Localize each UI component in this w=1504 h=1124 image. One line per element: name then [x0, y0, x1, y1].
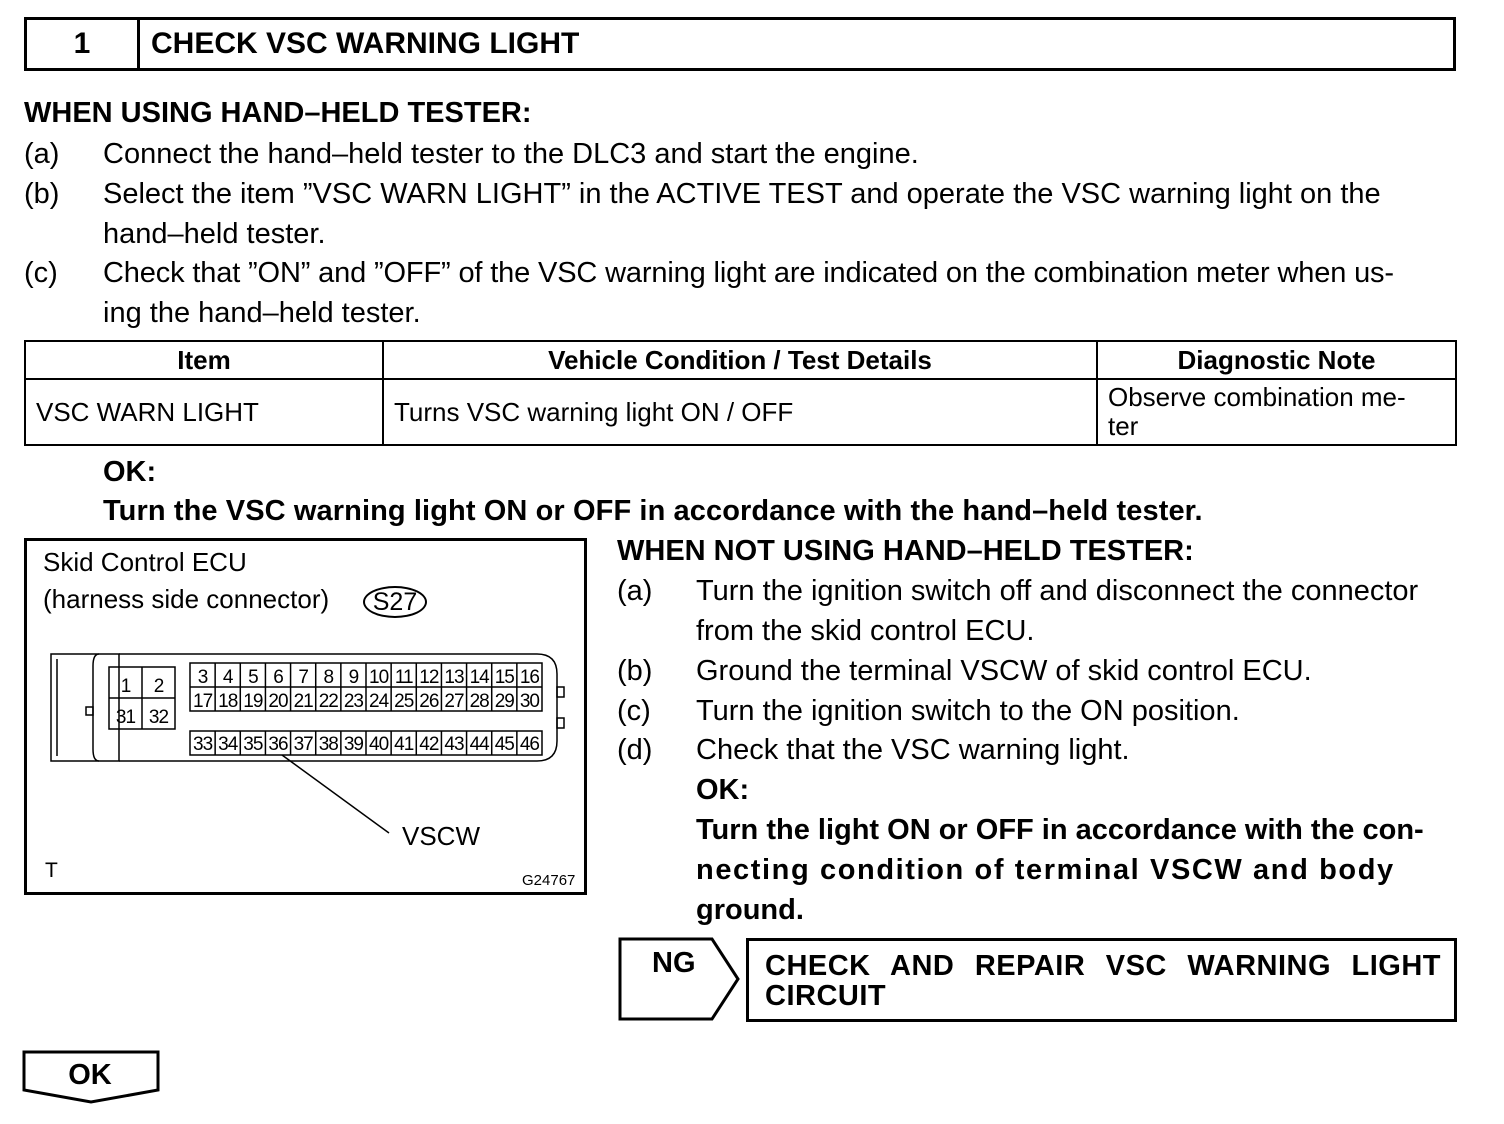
without-tester-label-a: (a)	[617, 575, 653, 607]
terminal-33: 33	[193, 734, 213, 755]
terminal-45: 45	[494, 734, 514, 755]
terminal-21: 21	[293, 691, 313, 712]
terminal-23: 23	[343, 691, 363, 712]
active-test-table	[24, 340, 1457, 446]
connector-drawing	[27, 541, 584, 892]
terminal-7: 7	[298, 667, 308, 688]
terminal-32: 32	[148, 707, 169, 728]
terminal-6: 6	[273, 667, 283, 688]
ng-action-line2: CIRCUIT	[765, 980, 887, 1012]
table-header-detail: Vehicle Condition / Test Details	[383, 341, 1097, 379]
connector-code-badge: S27	[363, 586, 427, 618]
ok-label-1: OK:	[103, 456, 157, 488]
step-header	[24, 17, 1456, 71]
terminal-28: 28	[469, 691, 489, 712]
callout-vscw: VSCW	[402, 821, 480, 851]
table-row	[25, 379, 1456, 445]
with-tester-label-c: (c)	[24, 257, 58, 289]
terminal-4: 4	[222, 667, 233, 688]
terminal-3: 3	[197, 667, 208, 688]
terminal-10: 10	[369, 667, 389, 688]
terminal-30: 30	[519, 691, 539, 712]
ng-action-box	[746, 938, 1457, 1022]
terminal-11: 11	[394, 667, 413, 688]
terminal-25: 25	[394, 691, 414, 712]
without-tester-step-a-line2: from the skid control ECU.	[696, 615, 1035, 647]
without-tester-step-c: Turn the ignition switch to the ON position.	[696, 695, 1240, 727]
ok-text-2-line3: ground.	[696, 894, 804, 926]
table-header-note: Diagnostic Note	[1097, 341, 1456, 379]
terminal-18: 18	[218, 691, 238, 712]
terminal-31: 31	[115, 707, 136, 728]
ng-action-line1: CHECK AND REPAIR VSC WARNING LIGHT	[765, 950, 1441, 982]
terminal-35: 35	[243, 734, 263, 755]
ng-label: NG	[652, 947, 696, 979]
table-header-row	[25, 341, 1456, 379]
with-tester-label-a: (a)	[24, 138, 60, 170]
corner-mark: T	[45, 859, 58, 882]
terminal-19: 19	[243, 691, 263, 712]
terminal-12: 12	[419, 667, 439, 688]
terminal-43: 43	[444, 734, 464, 755]
without-tester-label-c: (c)	[617, 695, 651, 727]
terminal-9: 9	[348, 667, 359, 688]
terminal-14: 14	[469, 667, 489, 688]
terminal-27: 27	[444, 691, 464, 712]
terminal-8: 8	[323, 667, 334, 688]
ok-text-2-line1: Turn the light ON or OFF in accordance with the con-	[696, 814, 1424, 846]
terminal-16: 16	[519, 667, 539, 688]
with-tester-step-b-line1: Select the item ”VSC WARN LIGHT” in the ACTIVE TEST and operate the VSC warning light on the	[103, 178, 1381, 210]
terminal-26: 26	[419, 691, 439, 712]
terminal-22: 22	[318, 691, 338, 712]
with-tester-label-b: (b)	[24, 178, 60, 210]
diagram-title-line2: (harness side connector)	[43, 584, 330, 614]
table-cell-detail: Turns VSC warning light ON / OFF	[383, 379, 1097, 445]
terminal-5: 5	[248, 667, 258, 688]
with-tester-step-b-line2: hand–held tester.	[103, 218, 326, 250]
table-header-item: Item	[25, 341, 383, 379]
without-tester-step-b: Ground the terminal VSCW of skid control ECU.	[696, 655, 1312, 687]
terminal-24: 24	[369, 691, 389, 712]
terminal-13: 13	[444, 667, 464, 688]
terminal-44: 44	[469, 734, 489, 755]
terminal-2: 2	[153, 676, 164, 697]
step-number: 1	[27, 20, 140, 68]
terminal-15: 15	[494, 667, 514, 688]
without-tester-label-b: (b)	[617, 655, 653, 687]
terminal-39: 39	[343, 734, 363, 755]
ng-action-text	[765, 951, 1441, 1011]
terminal-42: 42	[419, 734, 439, 755]
without-tester-step-a-line1: Turn the ignition switch off and disconnect the connector	[696, 575, 1419, 607]
figure-id: G24767	[522, 872, 576, 889]
table-cell-note-line2: ter	[1108, 411, 1139, 441]
terminal-1: 1	[120, 676, 131, 697]
ok-text-2-line2: necting condition of terminal VSCW and body	[696, 854, 1395, 886]
table-cell-item: VSC WARN LIGHT	[25, 379, 383, 445]
table-cell-note	[1097, 379, 1456, 445]
table-cell-note-line1: Observe combination me-	[1108, 382, 1406, 412]
terminal-34: 34	[218, 734, 238, 755]
terminal-38: 38	[318, 734, 338, 755]
with-tester-step-a: Connect the hand–held tester to the DLC3 and start the engine.	[103, 138, 919, 170]
with-tester-step-c-line2: ing the hand–held tester.	[103, 297, 421, 329]
diagram-title-line1: Skid Control ECU	[43, 547, 247, 577]
with-tester-step-c-line1: Check that ”ON” and ”OFF” of the VSC warning light are indicated on the combination meter when us-	[103, 257, 1394, 289]
without-tester-heading: WHEN NOT USING HAND–HELD TESTER:	[617, 535, 1194, 567]
without-tester-label-d: (d)	[617, 734, 653, 766]
ok-label-2: OK:	[696, 774, 750, 806]
with-tester-heading: WHEN USING HAND–HELD TESTER:	[24, 97, 532, 129]
terminal-29: 29	[494, 691, 514, 712]
connector-diagram	[24, 538, 587, 895]
terminal-20: 20	[268, 691, 288, 712]
ok-text-1: Turn the VSC warning light ON or OFF in accordance with the hand–held tester.	[103, 495, 1203, 527]
terminal-41: 41	[394, 734, 414, 755]
terminal-36: 36	[268, 734, 288, 755]
terminal-37: 37	[293, 734, 313, 755]
step-title: CHECK VSC WARNING LIGHT	[151, 27, 580, 60]
without-tester-step-d: Check that the VSC warning light.	[696, 734, 1130, 766]
terminal-46: 46	[519, 734, 539, 755]
terminal-17: 17	[193, 691, 213, 712]
terminal-40: 40	[369, 734, 389, 755]
ok-flow-label: OK	[68, 1059, 112, 1091]
